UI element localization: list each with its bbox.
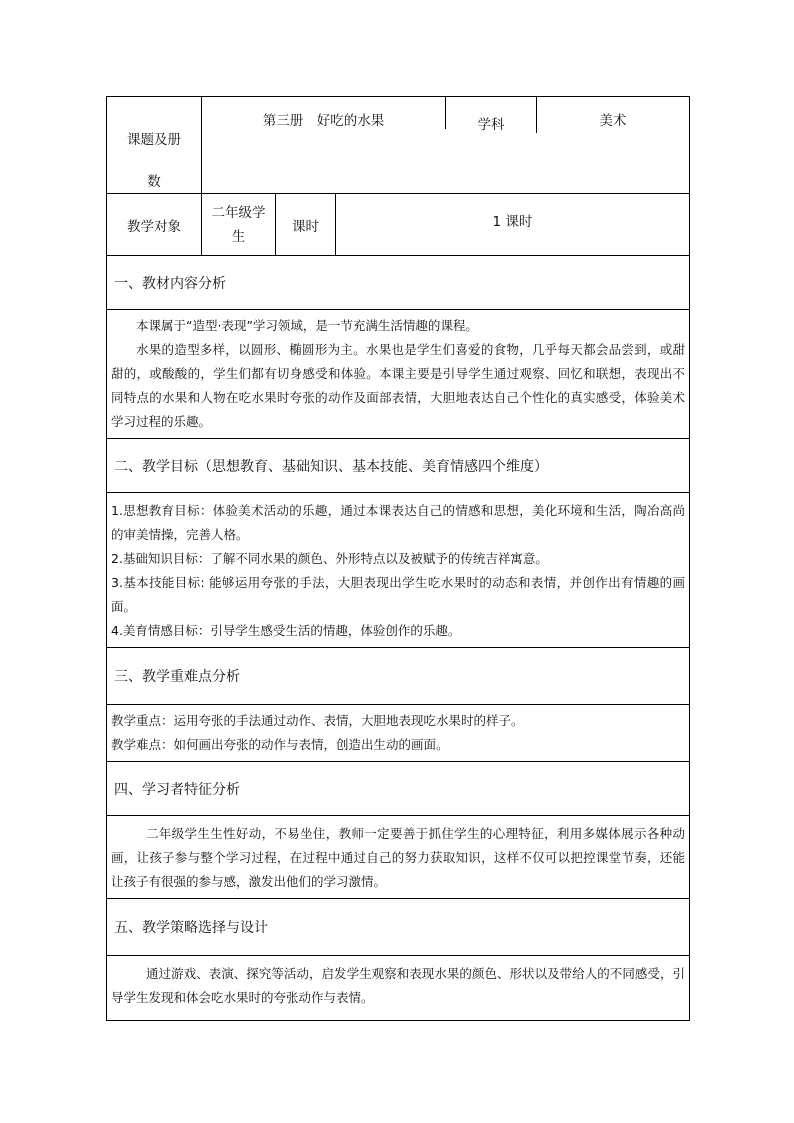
section-3-heading-row (107, 648, 689, 705)
list-item: 教学难点：如何画出夸张的动作与表情，创造出生动的画面。 (111, 737, 449, 752)
section-heading: 四、学习者特征分析 (114, 781, 240, 798)
section-4-body-row (107, 816, 689, 899)
section-4-heading-row (107, 762, 689, 816)
title-row (107, 97, 689, 194)
paragraph: 通过游戏、表演、探究等活动，启发学生观察和表现水果的颜色、形状以及带给人的不同感受，引导学生发现和体会吃水果时的夸张动作与表情。 (111, 966, 685, 1005)
hours-value-cell (336, 194, 689, 255)
paragraph: 本课属于“造型·表现”学习领域，是一节充满生活情趣的课程。 (136, 318, 478, 333)
section-heading: 五、教学策略选择与设计 (114, 920, 268, 936)
list-item: 教学重点：运用夸张的手法通过动作、表情，大胆地表现吃水果时的样子。 (111, 713, 524, 728)
section-2-heading-row (107, 439, 689, 493)
title-label-cell (107, 97, 202, 203)
section-heading: 二、教学目标（思想教育、基础知识、基本技能、美育情感四个维度） (114, 458, 548, 475)
section-body (107, 956, 689, 1020)
section-heading: 三、教学重难点分析 (114, 669, 240, 685)
subject-value: 美术 (599, 113, 627, 129)
subject-label-cell (446, 97, 537, 133)
section-body (107, 493, 689, 647)
section-3-body-row (107, 705, 689, 762)
hours-label-cell (276, 194, 336, 255)
list-item: 1.思想教育目标：体验美术活动的乐趣，通过本课表达自己的情感和思想，美化环境和生活，陶冶高尚的审美情操，完善人格。 (111, 503, 685, 542)
section-heading: 一、教材内容分析 (114, 275, 226, 292)
section-body (107, 310, 689, 438)
section-5-body-row (107, 956, 689, 1020)
hours-value: 1 课时 (492, 213, 533, 230)
audience-value-cell (202, 194, 276, 255)
audience-label: 教学对象 (127, 218, 181, 235)
section-body (107, 816, 689, 898)
hours-label: 课时 (292, 218, 319, 235)
title-value-cell (202, 97, 446, 129)
section-2-body-row (107, 493, 689, 648)
subject-value-cell (537, 97, 689, 129)
list-item: 3.基本技能目标: 能够运用夸张的手法，大胆表现出学生吃水果时的动态和表情，并创作出有情趣的画面。 (111, 575, 685, 614)
audience-label-cell (107, 194, 202, 255)
title-label-line1: 课题及册 (127, 132, 181, 148)
section-1-body-row (107, 310, 689, 439)
audience-row (107, 194, 689, 256)
title-label-line2: 数 (147, 174, 161, 190)
audience-value-line1: 二年级学 (211, 204, 266, 221)
list-item: 4.美育情感目标：引导学生感受生活的情趣，体验创作的乐趣。 (111, 623, 461, 638)
section-5-heading-row (107, 899, 689, 956)
section-body (107, 705, 528, 761)
list-item: 2.基础知识目标：了解不同水果的颜色、外形特点以及被赋予的传统吉祥寓意。 (111, 551, 548, 566)
paragraph: 水果的造型多样，以圆形、椭圆形为主。水果也是学生们喜爱的食物，几乎每天都会品尝到，或甜甜的，或酸酸的，学生们都有切身感受和体验。本课主要是引导学生通过观察、回忆和联想，表现出不同特点的水果和人物在吃水果时夸张的动作及面部表情，大胆地表达自己个性化的真实感受，体验美术学习过程的乐趣。 (111, 342, 685, 429)
section-1-heading-row (107, 256, 689, 310)
audience-value-line2: 生 (231, 228, 246, 245)
subject-label: 学科 (477, 117, 505, 133)
paragraph: 二年级学生生性好动，不易坐住，教师一定要善于抓住学生的心理特征，利用多媒体展示各种动画，让孩子参与整个学习过程，在过程中通过自己的努力获取知识，这样不仅可以把控课堂节奏，还能让孩子有很强的参与感，激发出他们的学习激情。 (111, 826, 685, 889)
title-value: 第三册 好吃的水果 (262, 113, 385, 129)
lesson-plan-table (106, 96, 690, 1021)
